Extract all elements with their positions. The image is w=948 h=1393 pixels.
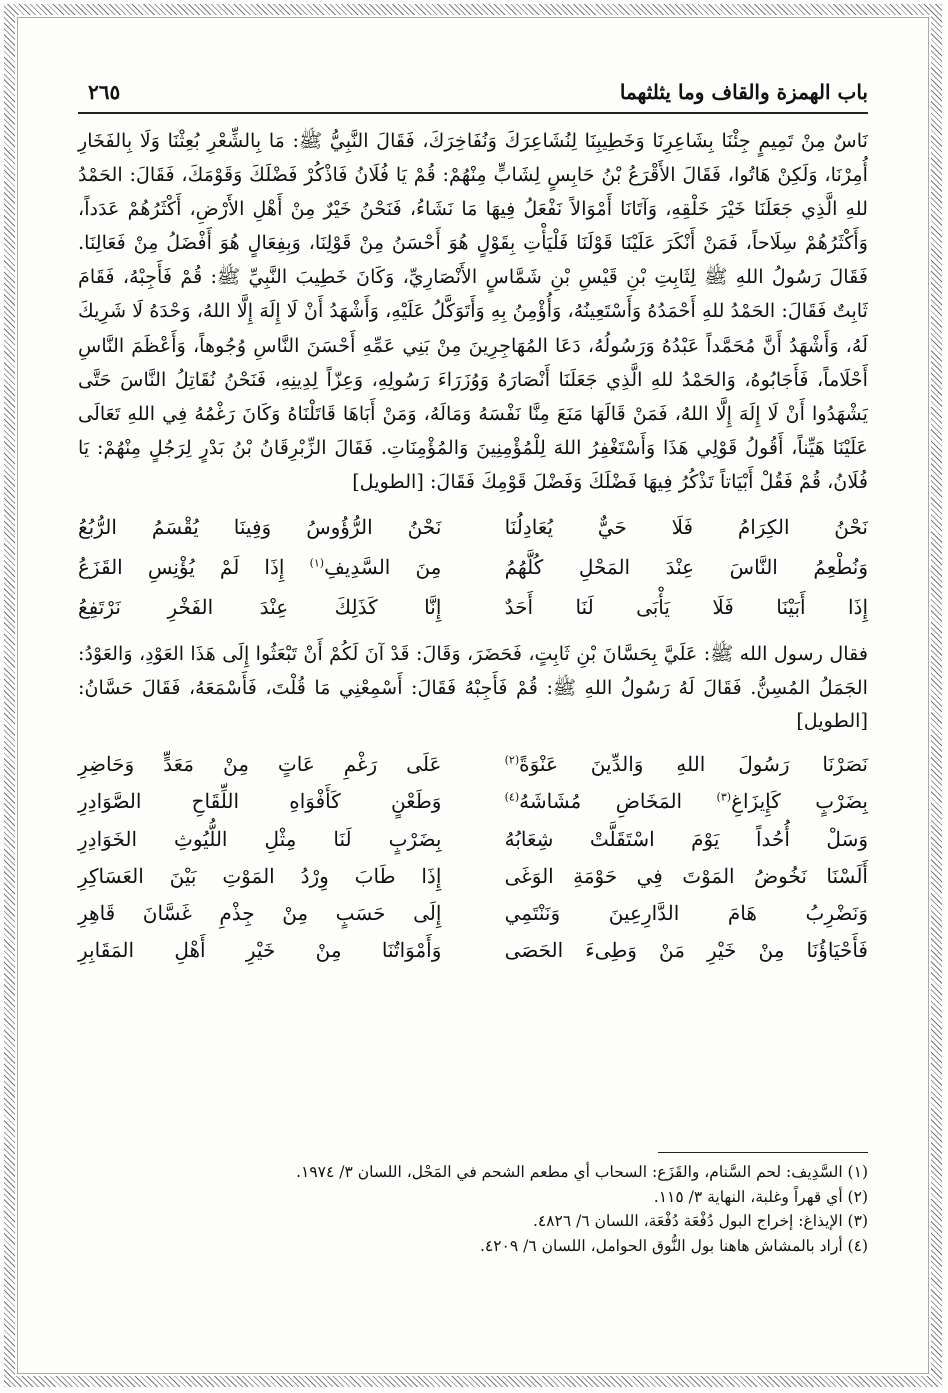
footnote-1: (١) السَّدِيف: لحم السَّنام، والقَزَع: السحاب أي مطعم الشحم في المَحْل، اللسان ٣/ ١٩٧٤. xyxy=(296,1163,868,1181)
footnote-ref: (١) xyxy=(309,556,325,570)
verse-line xyxy=(78,783,868,820)
footnote-ref: (٢) xyxy=(504,753,520,767)
verse-line xyxy=(78,820,868,857)
verse-second-hemistich: وَطَعْنٍ كَأَفْوَاهِ اللِّقَاحِ الصَّوَادِرِ xyxy=(78,789,442,814)
verse-second-hemistich: نَحْنُ الرُّؤُوسُ وَفِينَا يُقْسَمُ الرُّبُعُ xyxy=(78,515,442,540)
verse-text: مِنَ السَّدِيفِ xyxy=(324,555,442,580)
verse-first-hemistich: وَنُطْعِمُ النَّاسَ عِنْدَ المَحْلِ كُلَّهُمُ xyxy=(504,555,868,580)
verse-first-hemistich: وَسَلْ أُحُداً يَوْمَ اسْتَقَلَّتْ شِعَابُهُ xyxy=(504,826,868,851)
verse-text: إِذَا لَمْ يُؤْنِسِ القَزَعُ xyxy=(78,555,310,580)
running-title: باب الهمزة والقاف وما يثلثهما xyxy=(619,80,868,104)
verse-second-hemistich: إِذَا طَابَ وِرْدُ المَوْتِ بَيْنَ العَسَاكِرِ xyxy=(78,863,442,888)
verse-line xyxy=(78,931,868,968)
verse-line xyxy=(78,894,868,931)
verse-line xyxy=(78,746,868,783)
footnote-4: (٤) أراد بالمشاش هاهنا بول النُّوق الحوامل، اللسان ٦/ ٤٢٠٩. xyxy=(479,1237,868,1256)
verse-second-hemistich xyxy=(78,555,441,579)
footnote-3: (٣) الإيذاغ: إخراج البول دُفْعَة دُفْعَة، اللسان ٦/ ٤٨٢٦. xyxy=(532,1212,868,1231)
poem-1 xyxy=(78,507,868,627)
verse-second-hemistich: بِضَرْبٍ لَنَا مِثْلِ اللُّيُوثِ الخَوَادِرِ xyxy=(78,826,442,851)
verse-second-hemistich: إِلَى حَسَبٍ مِنْ جِذْمِ غَسَّانَ قَاهِرِ xyxy=(78,900,442,925)
verse-first-hemistich: أَلَسْنَا نَخُوضُ المَوْتَ فِي حَوْمَةِ الوَغَى xyxy=(504,863,868,888)
footnote-separator xyxy=(658,1152,868,1153)
verse-line xyxy=(78,587,868,627)
page-number: ٢٦٥ xyxy=(88,80,121,104)
footnote-list xyxy=(296,1160,868,1259)
verse-second-hemistich: إِنَّا كَذَلِكَ عِنْدَ الفَخْرِ نَرْتَفِعُ xyxy=(78,595,442,620)
verse-line xyxy=(78,507,868,547)
footnote-2: (٢) أي قهراً وغلبة، النهاية ٣/ ١١٥. xyxy=(653,1187,868,1206)
verse-line xyxy=(78,857,868,894)
main-text xyxy=(78,124,868,969)
page-header xyxy=(78,78,868,114)
verse-text: نَصَرْنَا رَسُولَ اللهِ وَالدِّينَ عَنْوَةً xyxy=(519,752,868,777)
verse-text: بِضَرْبٍ كَإِيزَاغِ xyxy=(731,789,868,814)
verse-line xyxy=(78,547,868,587)
verse-second-hemistich: وَأَمْوَاتُنَا مِنْ خَيْرِ أَهْلِ المَقَابِرِ xyxy=(78,938,442,963)
verse-second-hemistich: عَلَى رَغْمِ عَاتٍ مِنْ مَعَدٍّ وَحَاضِرِ xyxy=(78,752,442,777)
verse-text: المَخَاضِ مُشَاشَهُ xyxy=(519,789,717,814)
verse-first-hemistich: نَحْنُ الكِرَامُ فَلَا حَيٌّ يُعَادِلُنَا xyxy=(504,515,868,540)
verse-first-hemistich: إِذَا أَبَيْنَا فَلَا يَأْبَى لَنَا أَحَدٌ xyxy=(504,595,868,620)
paragraph-2: فقال رسول الله ﷺ: عَلَيَّ بِحَسَّانَ بْنِ ثَابِتٍ، فَحَضَرَ، وَقَالَ: قَدْ آنَ لَكُمْ أَنْ تَبْعَثُوا إِلَى هَذَا العَوْدِ، وَالعَوْدُ: الجَمَلُ المُسِنُّ. فَقَالَ لَهُ رَسُولُ اللهِ ﷺ: قُمْ فَأَجِبْهُ فَقَالَ: أَسْمِعْنِي مَا قُلْتَ، فَأَسْمَعَهُ، فَقَالَ حَسَّانُ: [الطويل] xyxy=(78,642,868,733)
footnote-ref: (٣) xyxy=(716,790,732,804)
verse-first-hemistich: فَأَحْيَاؤُنَا مِنْ خَيْرِ مَنْ وَطِىءَ الحَصَى xyxy=(504,938,868,963)
poem-2 xyxy=(78,746,868,969)
page-content xyxy=(78,78,868,979)
verse-first-hemistich xyxy=(505,752,868,776)
verse-first-hemistich: وَنَضْرِبُ هَامَ الدَّارِعِينَ وَنَنْتَمِي xyxy=(504,900,868,925)
paragraph-1: نَاسٌ مِنْ تَمِيمٍ جِئْنَا بِشَاعِرِنَا وَخَطِيبِنَا لِنُشَاعِرَكَ وَنُفَاخِرَكَ، فَقَالَ النَّبِيُّ ﷺ: مَا بِالشِّعْرِ بُعِثْنَا وَلَا بِالفَخَارِ أُمِرْنَا، وَلَكِنْ هَاتُوا، فَقَالَ الأَقْرَعُ بْنُ حَابِسٍ لِشَابٍّ مِنْهُمْ: قُمْ يَا فُلَانُ فَاذْكُرْ فَضْلَكَ وَقَوْمَكَ، فَقَالَ: الحَمْدُ للهِ الَّذِي جَعَلَنَا خَيْرَ خَلْقِهِ، وَآتَانَا أَمْوَالاً نَفْعَلُ فِيهَا مَا نَشَاءُ، فَنَحْنُ خَيْرٌ مِنْ أَهْلِ الأَرْضِ، أَكْثَرُهُمْ عَدَداً، وَأَكْثَرُهُمْ سِلَاحاً، فَمَنْ أَنْكَرَ عَلَيْنَا قَوْلَنَا فَلْيَأْتِ بِقَوْلٍ هُوَ أَحْسَنُ مِنْ قَوْلِنَا، وَبِفِعَالٍ هُوَ أَفْضَلُ مِنْ فَعَالِنَا. فَقَالَ رَسُولُ اللهِ ﷺ لِثَابِتِ بْنِ قَيْسِ بْنِ شَمَّاسٍ الأَنْصَارِيِّ، وَكَانَ خَطِيبَ النَّبِيِّ ﷺ: قُمْ فَأَجِبْهُ، فَقَامَ ثَابِتٌ فَقَالَ: الحَمْدُ للهِ أَحْمَدُهُ وَأَسْتَعِينُهُ، وَأُؤْمِنُ بِهِ وَأَتَوَكَّلُ عَلَيْهِ، وَأَشْهَدُ أَنْ لَا إِلَهَ إِلَّا اللهُ، وَحْدَهُ لَا شَرِيكَ لَهُ، وَأَشْهَدُ أَنَّ مُحَمَّداً عَبْدُهُ وَرَسُولُهُ، دَعَا المُهَاجِرِينَ مِنْ بَنِي عَمِّهِ أَحْسَنَ النَّاسِ وُجُوهاً، وَأَعْظَمَ النَّاسِ أَحْلَاماً، فَأَجَابُوهُ، وَالحَمْدُ للهِ الَّذِي جَعَلَنَا أَنْصَارَهُ وَوُزَرَاءَ رَسُولِهِ، وَعِزّاً لِدِينِهِ، فَنَحْنُ نُقَاتِلُ النَّاسَ حَتَّى يَشْهَدُوا أَنْ لَا إِلَهَ إِلَّا اللهُ، فَمَنْ قَالَهَا مَنَعَ مِنَّا نَفْسَهُ وَمَالَهُ، وَمَنْ أَبَاهَا قَاتَلْنَاهُ وَكَانَ رَغْمُهُ فِي اللهِ تَعَالَى عَلَيْنَا هَيِّناً، أَقُولُ قَوْلِي هَذَا وَأَسْتَغْفِرُ اللهَ لِلْمُؤْمِنِينَ وَالمُؤْمِنَاتِ. فَقَالَ الزِّبْرِقَانُ بْنُ بَدْرٍ لِرَجُلٍ مِنْهُمْ: يَا فُلَانُ، قُمْ فَقُلْ أَبْيَاتاً تَذْكُرُ فِيهَا فَضْلَكَ وَفَضْلَ قَوْمِكَ فَقَالَ: [الطويل] xyxy=(78,129,868,493)
footnote-ref: (٤) xyxy=(504,790,520,804)
verse-first-hemistich xyxy=(505,789,868,813)
